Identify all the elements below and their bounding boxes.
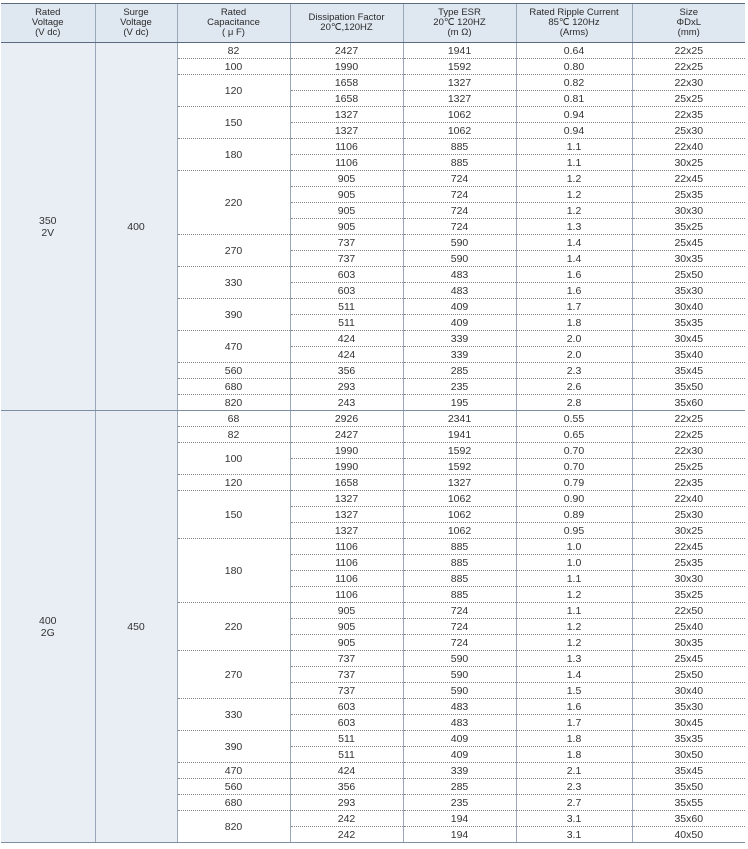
dissipation-factor-cell: 242 — [290, 811, 403, 827]
size-cell: 30x50 — [632, 747, 745, 763]
capacitance-cell: 220 — [177, 171, 290, 235]
capacitance-cell: 390 — [177, 299, 290, 331]
dissipation-factor-cell: 1327 — [290, 523, 403, 539]
esr-cell: 1327 — [403, 91, 516, 107]
capacitance-cell: 180 — [177, 539, 290, 603]
rated-voltage-value: 2V — [41, 226, 55, 239]
size-cell: 30x30 — [632, 571, 745, 587]
dissipation-factor-cell: 1658 — [290, 475, 403, 491]
dissipation-factor-cell: 356 — [290, 779, 403, 795]
esr-cell: 724 — [403, 171, 516, 187]
size-cell: 25x50 — [632, 267, 745, 283]
capacitance-cell: 330 — [177, 267, 290, 299]
esr-cell: 1062 — [403, 123, 516, 139]
dissipation-factor-cell: 293 — [290, 795, 403, 811]
size-cell: 22x35 — [632, 107, 745, 123]
capacitance-cell: 680 — [177, 379, 290, 395]
dissipation-factor-cell: 1327 — [290, 491, 403, 507]
ripple-current-cell: 1.7 — [516, 715, 632, 731]
esr-cell: 2341 — [403, 411, 516, 427]
dissipation-factor-cell: 1106 — [290, 139, 403, 155]
dissipation-factor-cell: 1658 — [290, 91, 403, 107]
size-cell: 22x25 — [632, 59, 745, 75]
esr-cell: 1062 — [403, 523, 516, 539]
ripple-current-cell: 2.8 — [516, 395, 632, 411]
dissipation-factor-cell: 603 — [290, 283, 403, 299]
ripple-current-cell: 1.8 — [516, 731, 632, 747]
capacitance-cell: 82 — [177, 427, 290, 443]
size-cell: 22x50 — [632, 603, 745, 619]
header-rated-capacitance: Rated Capacitance ( μ F) — [177, 4, 290, 43]
esr-cell: 724 — [403, 203, 516, 219]
ripple-current-cell: 0.81 — [516, 91, 632, 107]
dissipation-factor-cell: 603 — [290, 267, 403, 283]
esr-cell: 285 — [403, 779, 516, 795]
esr-cell: 590 — [403, 683, 516, 699]
ripple-current-cell: 0.82 — [516, 75, 632, 91]
esr-cell: 1062 — [403, 491, 516, 507]
size-cell: 30x30 — [632, 203, 745, 219]
surge-voltage-cell: 450 — [95, 411, 177, 843]
ripple-current-cell: 1.4 — [516, 667, 632, 683]
ripple-current-cell: 1.1 — [516, 139, 632, 155]
dissipation-factor-cell: 905 — [290, 171, 403, 187]
capacitance-cell: 820 — [177, 395, 290, 411]
esr-cell: 724 — [403, 187, 516, 203]
ripple-current-cell: 1.1 — [516, 603, 632, 619]
esr-cell: 483 — [403, 267, 516, 283]
ripple-current-cell: 2.7 — [516, 795, 632, 811]
size-cell: 30x35 — [632, 251, 745, 267]
capacitance-cell: 150 — [177, 107, 290, 139]
size-cell: 25x30 — [632, 507, 745, 523]
size-cell: 22x45 — [632, 171, 745, 187]
dissipation-factor-cell: 424 — [290, 763, 403, 779]
dissipation-factor-cell: 511 — [290, 315, 403, 331]
ripple-current-cell: 2.3 — [516, 363, 632, 379]
size-cell: 35x50 — [632, 779, 745, 795]
size-cell: 22x35 — [632, 475, 745, 491]
capacitance-cell: 120 — [177, 475, 290, 491]
dissipation-factor-cell: 1106 — [290, 555, 403, 571]
size-cell: 35x30 — [632, 283, 745, 299]
ripple-current-cell: 1.2 — [516, 187, 632, 203]
ripple-current-cell: 1.1 — [516, 571, 632, 587]
dissipation-factor-cell: 424 — [290, 331, 403, 347]
esr-cell: 1327 — [403, 475, 516, 491]
rated-voltage-cell — [1, 411, 95, 843]
capacitance-cell: 470 — [177, 763, 290, 779]
size-cell: 25x25 — [632, 459, 745, 475]
ripple-current-cell: 2.0 — [516, 347, 632, 363]
size-cell: 25x50 — [632, 667, 745, 683]
esr-cell: 885 — [403, 555, 516, 571]
dissipation-factor-cell: 511 — [290, 731, 403, 747]
dissipation-factor-cell: 905 — [290, 635, 403, 651]
esr-cell: 409 — [403, 747, 516, 763]
dissipation-factor-cell: 1106 — [290, 571, 403, 587]
esr-cell: 483 — [403, 715, 516, 731]
ripple-current-cell: 1.6 — [516, 267, 632, 283]
size-cell: 35x60 — [632, 811, 745, 827]
size-cell: 30x40 — [632, 683, 745, 699]
ripple-current-cell: 2.3 — [516, 779, 632, 795]
dissipation-factor-cell: 1990 — [290, 459, 403, 475]
dissipation-factor-cell: 1990 — [290, 59, 403, 75]
ripple-current-cell: 0.90 — [516, 491, 632, 507]
header-surge-voltage: Surge Voltage (V dc) — [95, 4, 177, 43]
esr-cell: 724 — [403, 635, 516, 651]
capacitance-cell: 270 — [177, 235, 290, 267]
dissipation-factor-cell: 737 — [290, 651, 403, 667]
capacitance-cell: 100 — [177, 443, 290, 475]
dissipation-factor-cell: 1327 — [290, 107, 403, 123]
capacitance-cell: 120 — [177, 75, 290, 107]
header-ripple-current: Rated Ripple Current 85℃ 120Hz (Arms) — [516, 4, 632, 43]
size-cell: 35x30 — [632, 699, 745, 715]
capacitance-cell: 270 — [177, 651, 290, 699]
ripple-current-cell: 1.3 — [516, 651, 632, 667]
capacitance-cell: 390 — [177, 731, 290, 763]
size-cell: 25x40 — [632, 619, 745, 635]
size-cell: 35x35 — [632, 315, 745, 331]
size-cell: 25x25 — [632, 91, 745, 107]
dissipation-factor-cell: 1327 — [290, 507, 403, 523]
esr-cell: 194 — [403, 827, 516, 843]
size-cell: 22x30 — [632, 75, 745, 91]
size-cell: 30x45 — [632, 715, 745, 731]
surge-voltage-cell: 400 — [95, 43, 177, 411]
esr-cell: 885 — [403, 587, 516, 603]
ripple-current-cell: 3.1 — [516, 827, 632, 843]
esr-cell: 590 — [403, 651, 516, 667]
dissipation-factor-cell: 1106 — [290, 539, 403, 555]
esr-cell: 1592 — [403, 459, 516, 475]
dissipation-factor-cell: 1106 — [290, 155, 403, 171]
dissipation-factor-cell: 905 — [290, 619, 403, 635]
dissipation-factor-cell: 737 — [290, 251, 403, 267]
dissipation-factor-cell: 905 — [290, 203, 403, 219]
esr-cell: 1941 — [403, 43, 516, 59]
size-cell: 25x35 — [632, 555, 745, 571]
header-type-esr: Type ESR 20℃ 120HZ (m Ω) — [403, 4, 516, 43]
capacitance-cell: 220 — [177, 603, 290, 651]
esr-cell: 339 — [403, 763, 516, 779]
table-row — [1, 411, 745, 427]
dissipation-factor-cell: 242 — [290, 827, 403, 843]
ripple-current-cell: 1.0 — [516, 555, 632, 571]
ripple-current-cell: 0.55 — [516, 411, 632, 427]
header-dissipation-factor: Dissipation Factor 20℃,120HZ — [290, 4, 403, 43]
ripple-current-cell: 2.6 — [516, 379, 632, 395]
ripple-current-cell: 0.94 — [516, 107, 632, 123]
size-cell: 30x35 — [632, 635, 745, 651]
capacitance-cell: 150 — [177, 491, 290, 539]
size-cell: 30x45 — [632, 331, 745, 347]
esr-cell: 885 — [403, 571, 516, 587]
size-cell: 25x35 — [632, 187, 745, 203]
dissipation-factor-cell: 1106 — [290, 587, 403, 603]
rated-voltage-value: 400 — [38, 614, 57, 627]
rated-voltage-value: 2G — [40, 626, 55, 639]
esr-cell: 339 — [403, 331, 516, 347]
size-cell: 22x30 — [632, 443, 745, 459]
esr-cell: 1592 — [403, 443, 516, 459]
esr-cell: 1062 — [403, 507, 516, 523]
capacitance-cell: 560 — [177, 363, 290, 379]
ripple-current-cell: 0.70 — [516, 459, 632, 475]
ripple-current-cell: 0.70 — [516, 443, 632, 459]
esr-cell: 409 — [403, 731, 516, 747]
dissipation-factor-cell: 511 — [290, 747, 403, 763]
esr-cell: 195 — [403, 395, 516, 411]
dissipation-factor-cell: 2427 — [290, 43, 403, 59]
esr-cell: 590 — [403, 235, 516, 251]
table-row — [1, 43, 745, 59]
esr-cell: 724 — [403, 619, 516, 635]
capacitance-cell: 100 — [177, 59, 290, 75]
ripple-current-cell: 1.4 — [516, 251, 632, 267]
dissipation-factor-cell: 737 — [290, 235, 403, 251]
size-cell: 25x45 — [632, 651, 745, 667]
size-cell: 35x35 — [632, 731, 745, 747]
size-cell: 35x50 — [632, 379, 745, 395]
size-cell: 22x25 — [632, 427, 745, 443]
dissipation-factor-cell: 905 — [290, 219, 403, 235]
dissipation-factor-cell: 905 — [290, 603, 403, 619]
ripple-current-cell: 2.0 — [516, 331, 632, 347]
size-cell: 22x25 — [632, 43, 745, 59]
size-cell: 22x45 — [632, 539, 745, 555]
esr-cell: 1327 — [403, 75, 516, 91]
esr-cell: 724 — [403, 603, 516, 619]
dissipation-factor-cell: 1658 — [290, 75, 403, 91]
dissipation-factor-cell: 737 — [290, 683, 403, 699]
size-cell: 30x40 — [632, 299, 745, 315]
size-cell: 22x40 — [632, 139, 745, 155]
capacitance-cell: 82 — [177, 43, 290, 59]
capacitance-cell: 68 — [177, 411, 290, 427]
capacitance-cell: 180 — [177, 139, 290, 171]
dissipation-factor-cell: 356 — [290, 363, 403, 379]
size-cell: 22x40 — [632, 491, 745, 507]
ripple-current-cell: 1.5 — [516, 683, 632, 699]
esr-cell: 409 — [403, 299, 516, 315]
size-cell: 35x25 — [632, 219, 745, 235]
esr-cell: 483 — [403, 699, 516, 715]
ripple-current-cell: 1.8 — [516, 315, 632, 331]
esr-cell: 885 — [403, 139, 516, 155]
ripple-current-cell: 1.4 — [516, 235, 632, 251]
esr-cell: 339 — [403, 347, 516, 363]
esr-cell: 1941 — [403, 427, 516, 443]
esr-cell: 1062 — [403, 107, 516, 123]
table-header — [1, 4, 745, 43]
esr-cell: 885 — [403, 155, 516, 171]
esr-cell: 885 — [403, 539, 516, 555]
capacitance-cell: 560 — [177, 779, 290, 795]
dissipation-factor-cell: 2427 — [290, 427, 403, 443]
ripple-current-cell: 1.2 — [516, 635, 632, 651]
ripple-current-cell: 0.89 — [516, 507, 632, 523]
ripple-current-cell: 1.3 — [516, 219, 632, 235]
capacitance-cell: 330 — [177, 699, 290, 731]
size-cell: 35x45 — [632, 763, 745, 779]
ripple-current-cell: 0.94 — [516, 123, 632, 139]
dissipation-factor-cell: 511 — [290, 299, 403, 315]
ripple-current-cell: 1.6 — [516, 283, 632, 299]
ripple-current-cell: 1.2 — [516, 203, 632, 219]
dissipation-factor-cell: 293 — [290, 379, 403, 395]
capacitor-spec-table — [1, 3, 745, 843]
header-rated-voltage: Rated Voltage (V dc) — [1, 4, 95, 43]
esr-cell: 483 — [403, 283, 516, 299]
size-cell: 40x50 — [632, 827, 745, 843]
esr-cell: 235 — [403, 795, 516, 811]
esr-cell: 590 — [403, 251, 516, 267]
size-cell: 25x45 — [632, 235, 745, 251]
dissipation-factor-cell: 737 — [290, 667, 403, 683]
dissipation-factor-cell: 2926 — [290, 411, 403, 427]
esr-cell: 235 — [403, 379, 516, 395]
esr-cell: 285 — [403, 363, 516, 379]
esr-cell: 590 — [403, 667, 516, 683]
header-size: Size ΦDxL (mm) — [632, 4, 745, 43]
size-cell: 22x25 — [632, 411, 745, 427]
ripple-current-cell: 2.1 — [516, 763, 632, 779]
ripple-current-cell: 0.80 — [516, 59, 632, 75]
esr-cell: 724 — [403, 219, 516, 235]
dissipation-factor-cell: 1990 — [290, 443, 403, 459]
size-cell: 35x40 — [632, 347, 745, 363]
rated-voltage-value: 350 — [38, 214, 57, 227]
esr-cell: 194 — [403, 811, 516, 827]
rated-voltage-cell — [1, 43, 95, 411]
dissipation-factor-cell: 424 — [290, 347, 403, 363]
ripple-current-cell: 1.1 — [516, 155, 632, 171]
dissipation-factor-cell: 905 — [290, 187, 403, 203]
size-cell: 30x25 — [632, 523, 745, 539]
esr-cell: 1592 — [403, 59, 516, 75]
ripple-current-cell: 3.1 — [516, 811, 632, 827]
size-cell: 35x25 — [632, 587, 745, 603]
size-cell: 35x55 — [632, 795, 745, 811]
ripple-current-cell: 1.2 — [516, 587, 632, 603]
ripple-current-cell: 1.2 — [516, 619, 632, 635]
dissipation-factor-cell: 243 — [290, 395, 403, 411]
ripple-current-cell: 1.7 — [516, 299, 632, 315]
ripple-current-cell: 0.79 — [516, 475, 632, 491]
table-body — [1, 43, 745, 843]
ripple-current-cell: 1.0 — [516, 539, 632, 555]
dissipation-factor-cell: 603 — [290, 699, 403, 715]
ripple-current-cell: 0.65 — [516, 427, 632, 443]
capacitance-cell: 680 — [177, 795, 290, 811]
esr-cell: 409 — [403, 315, 516, 331]
capacitance-cell: 470 — [177, 331, 290, 363]
dissipation-factor-cell: 603 — [290, 715, 403, 731]
size-cell: 30x25 — [632, 155, 745, 171]
size-cell: 25x30 — [632, 123, 745, 139]
ripple-current-cell: 0.95 — [516, 523, 632, 539]
size-cell: 35x45 — [632, 363, 745, 379]
dissipation-factor-cell: 1327 — [290, 123, 403, 139]
ripple-current-cell: 0.64 — [516, 43, 632, 59]
capacitance-cell: 820 — [177, 811, 290, 843]
ripple-current-cell: 1.8 — [516, 747, 632, 763]
size-cell: 35x60 — [632, 395, 745, 411]
ripple-current-cell: 1.6 — [516, 699, 632, 715]
ripple-current-cell: 1.2 — [516, 171, 632, 187]
